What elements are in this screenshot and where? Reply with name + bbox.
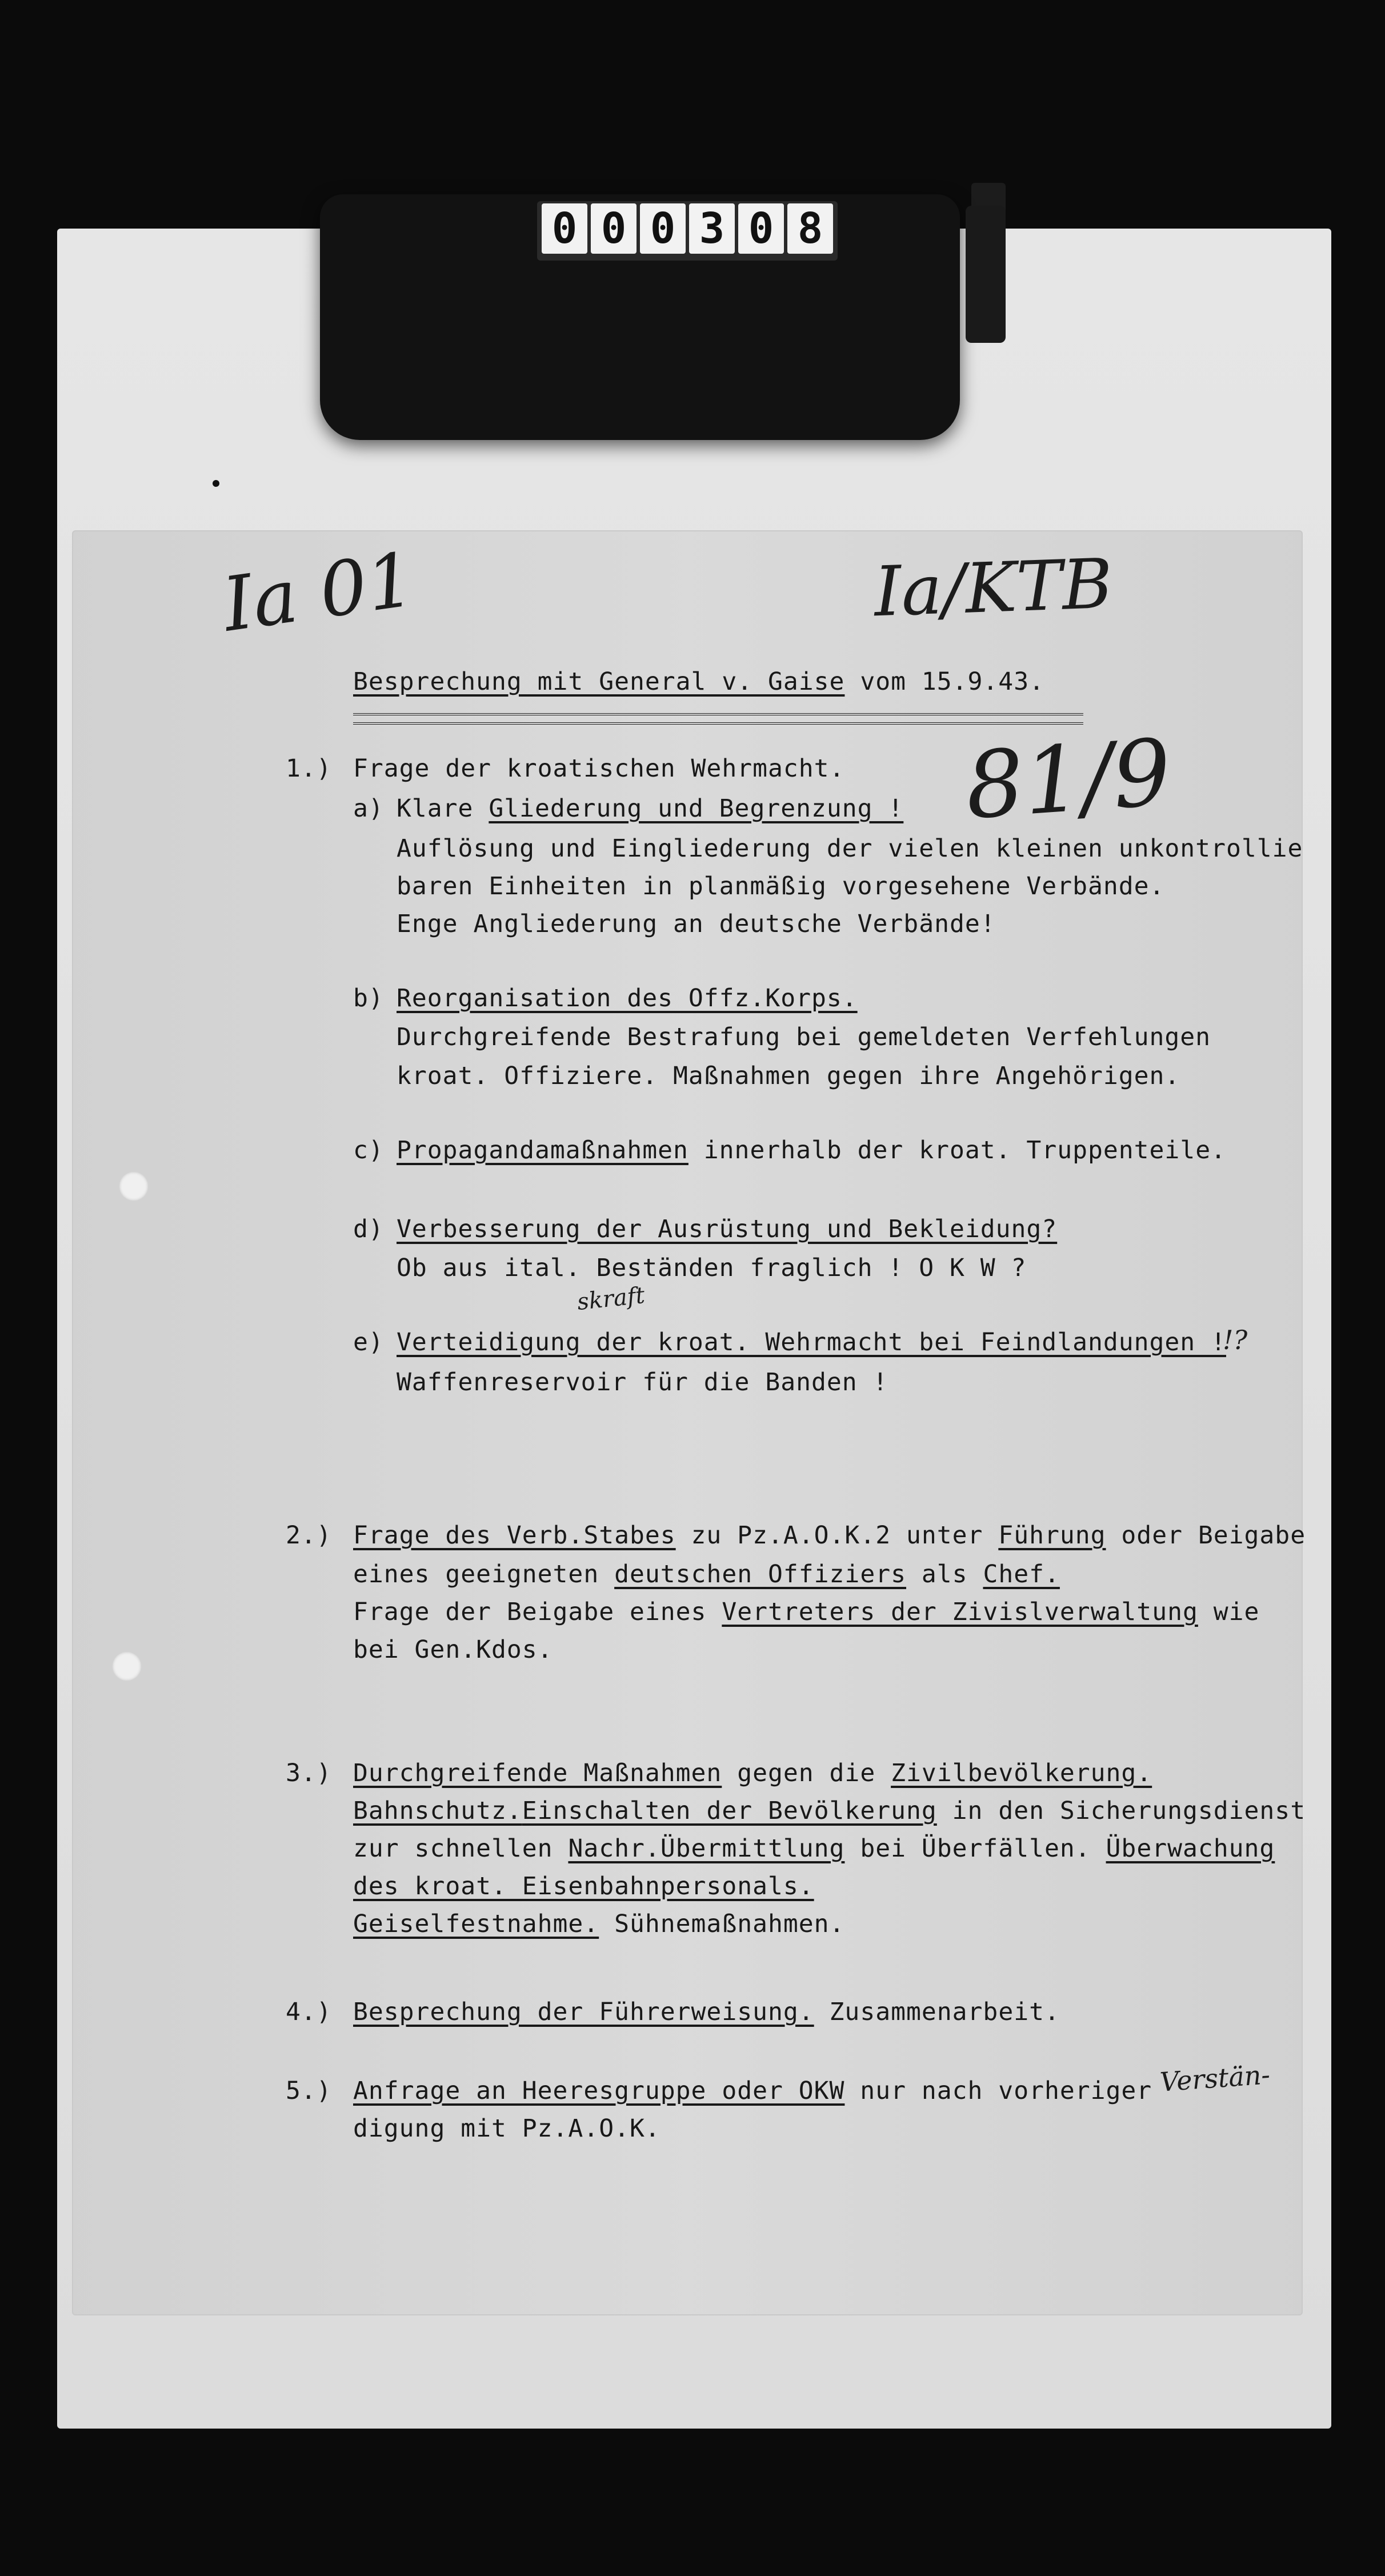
item-1a-line-1 bbox=[397, 794, 903, 823]
underlined-run: Überwachung bbox=[1106, 1834, 1275, 1863]
item-2-line-1 bbox=[353, 1521, 1306, 1550]
dust-speck bbox=[213, 480, 219, 487]
item-1e-line-1 bbox=[397, 1328, 1226, 1357]
text-run: bei Überfällen. bbox=[844, 1834, 1106, 1863]
underlined-run: Gliederung und Begrenzung ! bbox=[489, 794, 904, 823]
item-1b-line-3: kroat. Offiziere. Maßnahmen gegen ihre Angehörigen. bbox=[397, 1062, 1180, 1090]
item-1e-label: e) bbox=[353, 1328, 384, 1357]
text-run: oder Beigabe bbox=[1106, 1521, 1306, 1550]
underlined-run: Anfrage an Heeresgruppe oder OKW bbox=[353, 2077, 845, 2105]
underlined-run: Frage des Verb.Stabes bbox=[353, 1521, 676, 1550]
item-1c-label: c) bbox=[353, 1136, 384, 1165]
item-4-number: 4.) bbox=[286, 1998, 332, 2026]
item-4-line-1 bbox=[353, 1998, 1060, 2026]
text-run: zu Pz.A.O.K.2 unter bbox=[675, 1521, 999, 1550]
text-run: gegen die bbox=[722, 1759, 891, 1787]
item-3-line-3 bbox=[353, 1834, 1275, 1863]
text-run: Sühnemaßnahmen. bbox=[599, 1910, 845, 1938]
text-run: nur nach vorheriger bbox=[844, 2077, 1152, 2105]
item-1b-line-1 bbox=[397, 984, 858, 1013]
title-text: Besprechung mit General v. Gaise bbox=[353, 667, 845, 696]
handwritten-margin-note: Verstän- bbox=[1159, 2059, 1271, 2098]
counter-digit: 8 bbox=[787, 203, 833, 254]
item-5-line-1 bbox=[353, 2077, 1152, 2105]
item-1a-line-2: Auflösung und Eingliederung der vielen kleinen unkontrollie bbox=[397, 834, 1303, 863]
item-2-line-3 bbox=[353, 1598, 1259, 1626]
text-run: als bbox=[906, 1560, 983, 1589]
item-1-heading: Frage der kroatischen Wehrmacht. bbox=[353, 754, 845, 783]
underlined-run: Chef. bbox=[983, 1560, 1060, 1589]
underlined-run: Verteidigung der kroat. Wehrmacht bei Feindlandungen ! bbox=[397, 1328, 1226, 1357]
handwritten-ia-01: Ia 01 bbox=[218, 535, 420, 649]
underlined-run: Führung bbox=[998, 1521, 1106, 1550]
item-1d-line-1 bbox=[397, 1215, 1057, 1243]
item-1d-label: d) bbox=[353, 1215, 384, 1243]
underlined-run: Geiselfestnahme. bbox=[353, 1910, 599, 1938]
item-3-number: 3.) bbox=[286, 1759, 332, 1787]
item-1c-line-1 bbox=[397, 1136, 1226, 1165]
item-5-number: 5.) bbox=[286, 2077, 332, 2105]
text-run: in den Sicherungsdienst bbox=[936, 1797, 1306, 1825]
handwritten-insert: skraft bbox=[575, 1282, 646, 1316]
item-1a-label: a) bbox=[353, 794, 384, 823]
document-title bbox=[353, 667, 1044, 696]
frame-counter bbox=[537, 201, 838, 261]
text-run: Klare bbox=[397, 794, 489, 823]
clip-arm bbox=[966, 206, 1006, 343]
underlined-run: Durchgreifende Maßnahmen bbox=[353, 1759, 722, 1787]
item-2-line-2 bbox=[353, 1560, 1060, 1589]
underlined-run: Bahnschutz. bbox=[353, 1797, 522, 1825]
underlined-run: Verbesserung der Ausrüstung und Bekleidung? bbox=[397, 1215, 1058, 1243]
item-3-line-1 bbox=[353, 1759, 1152, 1787]
underlined-run: Besprechung der Führerweisung. bbox=[353, 1998, 814, 2026]
punch-hole bbox=[112, 1651, 142, 1681]
item-1e-line-2: Waffenreservoir für die Banden ! bbox=[397, 1368, 888, 1397]
counter-digit: 0 bbox=[591, 203, 637, 254]
counter-digit: 0 bbox=[542, 203, 587, 254]
underlined-run: Zivilbevölkerung. bbox=[891, 1759, 1152, 1787]
item-3-line-4 bbox=[353, 1872, 814, 1901]
item-1b-line-2: Durchgreifende Bestrafung bei gemeldeten Verfehlungen bbox=[397, 1023, 1211, 1051]
underlined-run: Propagandamaßnahmen bbox=[397, 1136, 689, 1165]
text-run: eines geeigneten bbox=[353, 1560, 615, 1589]
underlined-run: Nachr.Übermittlung bbox=[568, 1834, 845, 1863]
item-1-number: 1.) bbox=[286, 754, 332, 783]
text-run: zur schnellen bbox=[353, 1834, 569, 1863]
underlined-run: deutschen Offiziers bbox=[614, 1560, 906, 1589]
handwritten-ia-ktb: Ia/KTB bbox=[872, 544, 1114, 633]
item-2-number: 2.) bbox=[286, 1521, 332, 1550]
counter-digit: 0 bbox=[738, 203, 784, 254]
handwritten-margin-mark: !? bbox=[1223, 1325, 1248, 1355]
item-3-line-5 bbox=[353, 1910, 844, 1938]
title-date: vom 15.9.43. bbox=[860, 667, 1044, 696]
handwritten-number: 81/9 bbox=[962, 718, 1175, 840]
underlined-run: Vertreters der Zivislverwaltung bbox=[722, 1598, 1198, 1626]
underlined-run: des kroat. Eisenbahnpersonals. bbox=[353, 1872, 814, 1901]
item-1a-line-3: baren Einheiten in planmäßig vorgesehene Verbände. bbox=[397, 872, 1165, 901]
counter-digit: 0 bbox=[640, 203, 686, 254]
title-double-rule bbox=[353, 713, 1083, 725]
underlined-run: Einschalten der Bevölkerung bbox=[522, 1797, 937, 1825]
item-1b-label: b) bbox=[353, 984, 384, 1013]
underlined-run: Reorganisation des Offz.Korps. bbox=[397, 984, 858, 1013]
counter-digit: 3 bbox=[689, 203, 735, 254]
punch-hole bbox=[119, 1171, 149, 1201]
text-run: Frage der Beigabe eines bbox=[353, 1598, 722, 1626]
text-run: wie bbox=[1198, 1598, 1260, 1626]
item-3-line-2 bbox=[353, 1797, 1306, 1825]
item-1a-line-4: Enge Angliederung an deutsche Verbände! bbox=[397, 910, 996, 938]
item-2-line-4: bei Gen.Kdos. bbox=[353, 1635, 553, 1664]
item-5-line-2: digung mit Pz.A.O.K. bbox=[353, 2114, 661, 2143]
item-1d-line-2: Ob aus ital. Beständen fraglich ! O K W ? bbox=[397, 1254, 1027, 1282]
text-run: Zusammenarbeit. bbox=[814, 1998, 1060, 2026]
text-run: innerhalb der kroat. Truppenteile. bbox=[688, 1136, 1226, 1165]
